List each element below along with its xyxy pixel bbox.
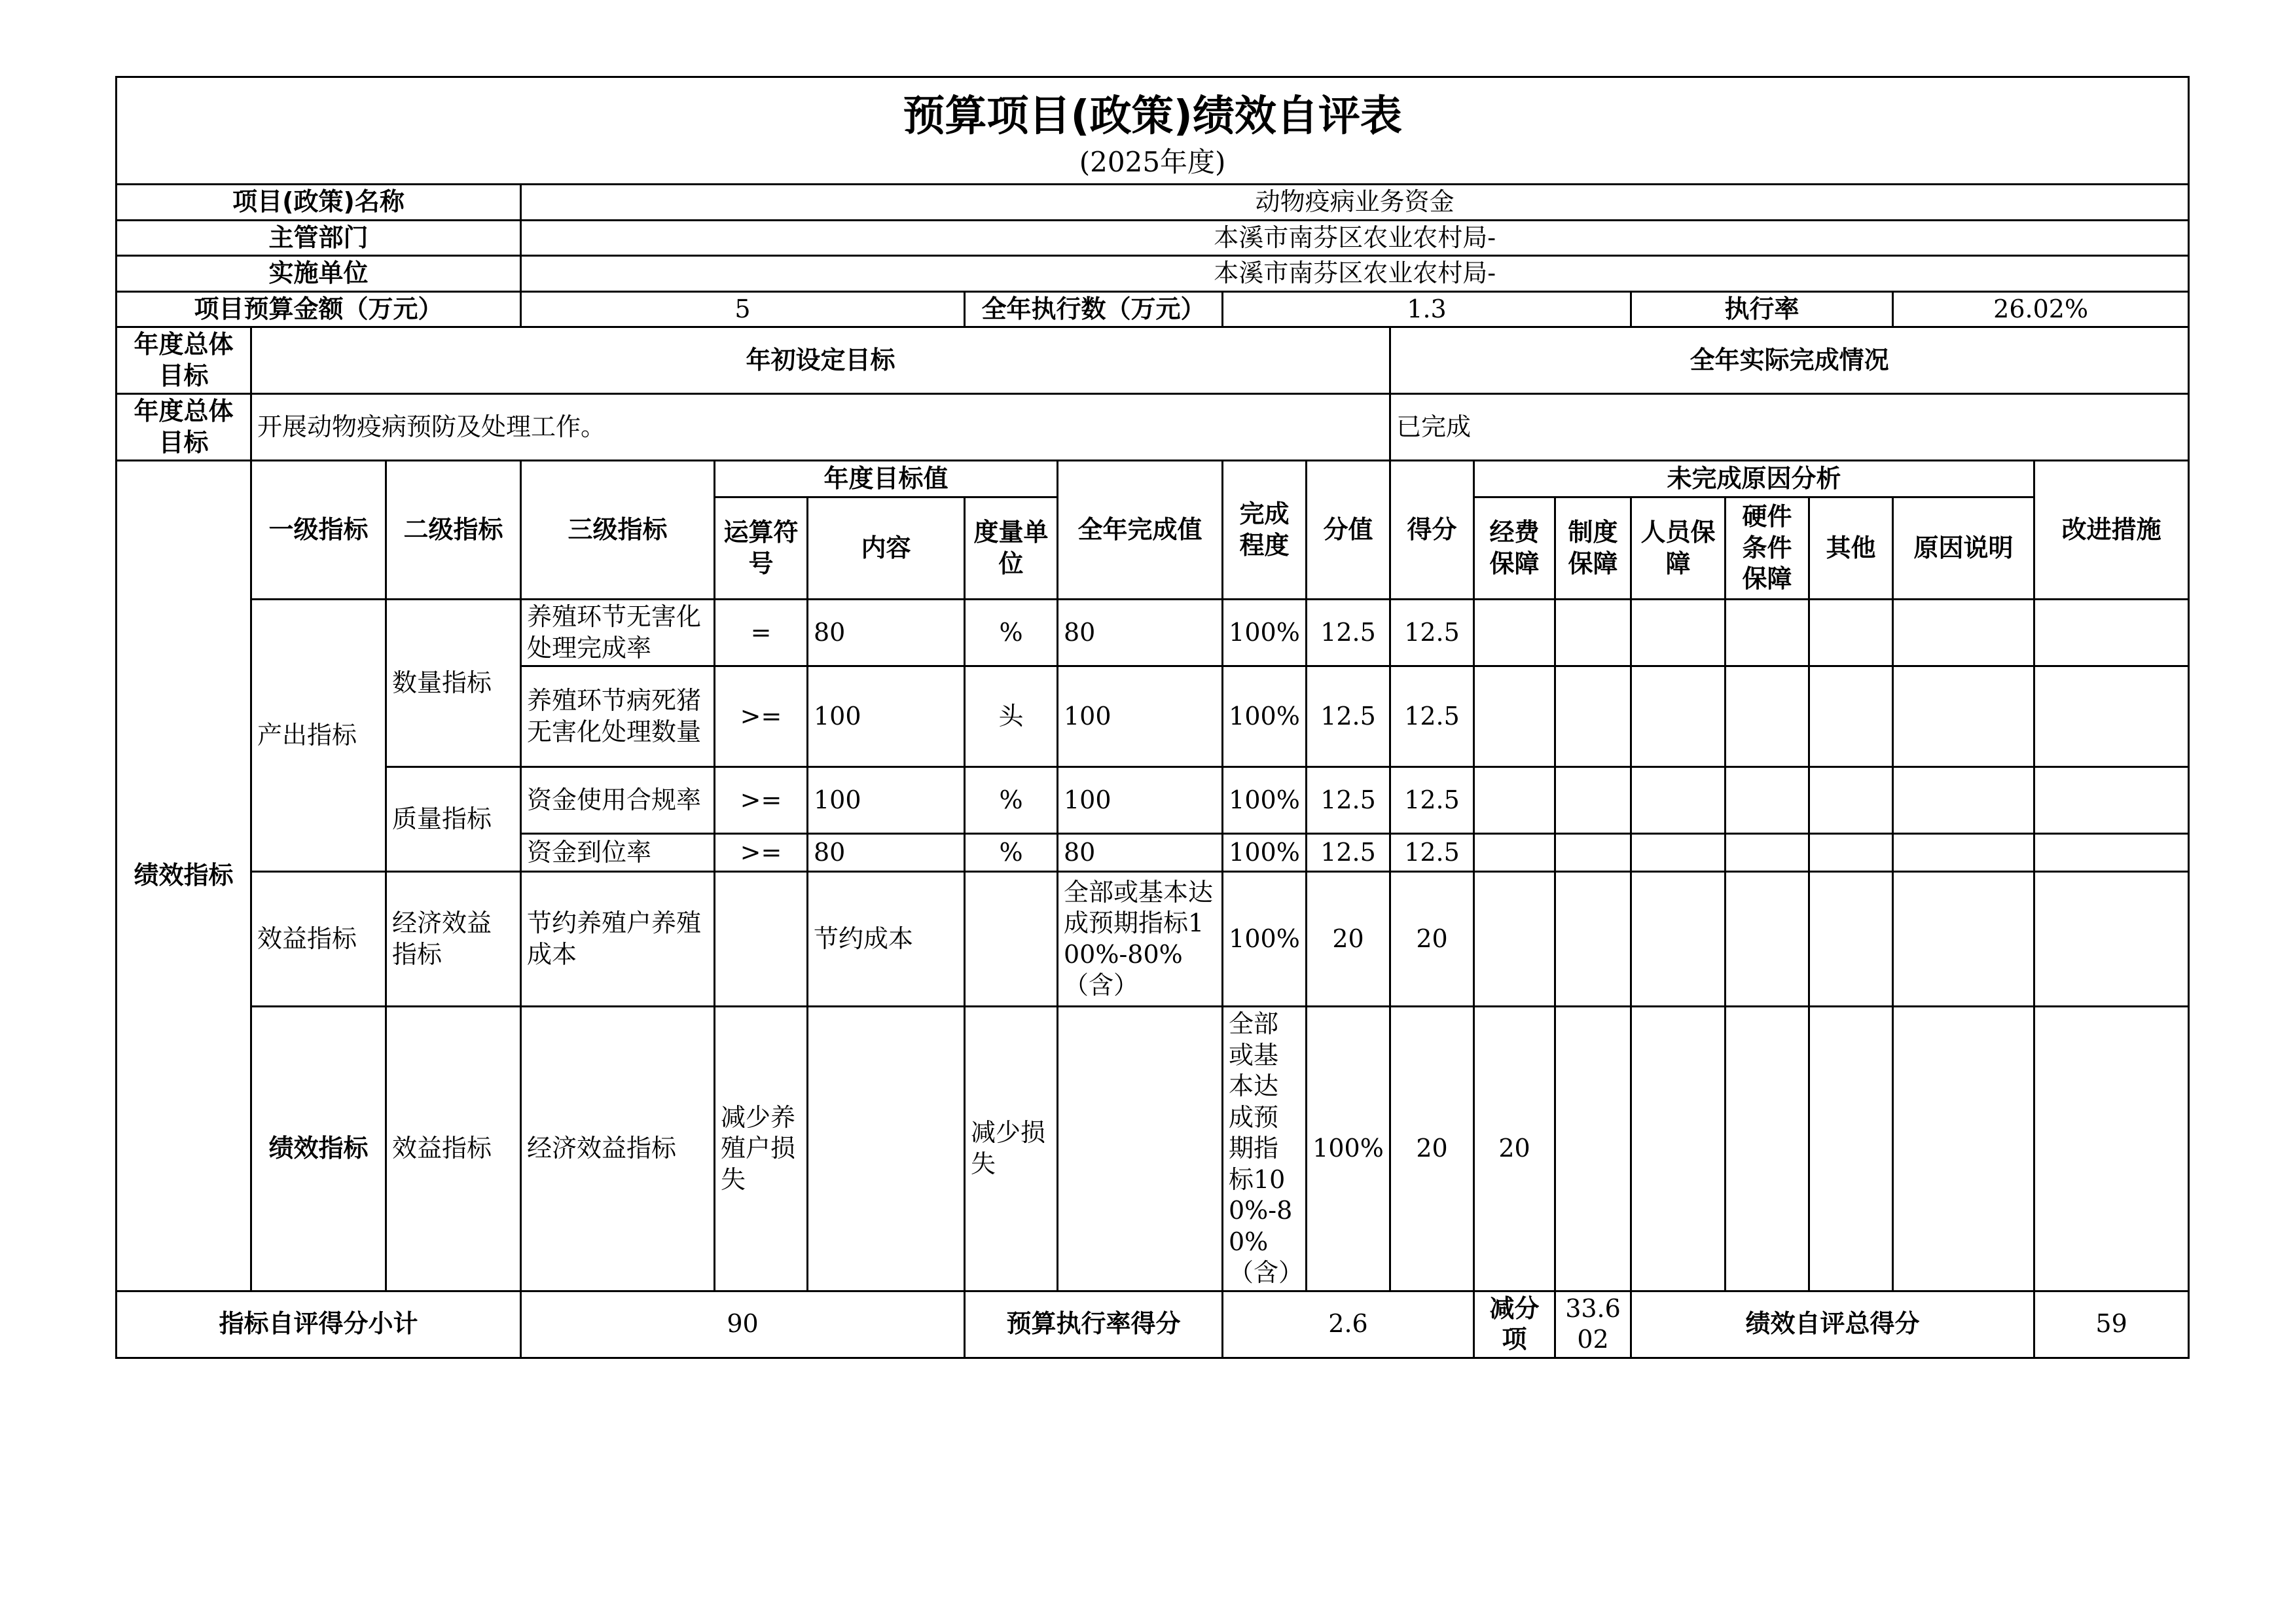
page-title: 预算项目(政策)绩效自评表 xyxy=(903,92,1402,141)
indicator-name: 养殖环节病死猪无害化处理数量 xyxy=(521,666,715,767)
goal-actual-header: 全年实际完成情况 xyxy=(1390,327,2189,394)
reason-hardware-cell xyxy=(1809,1007,1893,1291)
group-quality: 质量指标 xyxy=(386,767,521,872)
rate-label: 执行率 xyxy=(1631,291,1893,327)
reason-desc-cell xyxy=(1893,600,2034,666)
rate-value: 26.02% xyxy=(1893,291,2189,327)
header-level2: 二级指标 xyxy=(386,461,521,600)
indicator-name: 节约养殖户养殖成本 xyxy=(521,872,715,1007)
indicator-content: 100 xyxy=(808,767,965,834)
reason-system-cell xyxy=(1555,666,1631,767)
header-target-group: 年度目标值 xyxy=(715,461,1058,497)
reason-hardware-cell xyxy=(1726,767,1809,834)
indicator-degree: 100% xyxy=(1223,872,1307,1007)
budget-label: 项目预算金额（万元） xyxy=(117,291,521,327)
evaluation-sheet xyxy=(115,76,2188,1359)
indicator-op: >= xyxy=(715,834,808,872)
project-name-value: 动物疫病业务资金 xyxy=(521,185,2189,221)
header-score: 得分 xyxy=(1390,461,1474,600)
unit-value: 本溪市南芬区农业农村局- xyxy=(521,256,2189,292)
indicator-score: 12.5 xyxy=(1390,600,1474,666)
indicator-score: 20 xyxy=(1390,872,1474,1007)
goal-actual-text: 已完成 xyxy=(1390,394,2189,461)
reason-desc-cell xyxy=(1893,666,2034,767)
indicator-degree: 100% xyxy=(1223,600,1307,666)
exec-score-value: 2.6 xyxy=(1223,1291,1474,1358)
header-reason-other: 其他 xyxy=(1809,497,1893,600)
reason-staff-cell xyxy=(1726,1007,1809,1291)
indicator-name: 减少养殖户损失 xyxy=(715,1007,808,1291)
indicator-score: 12.5 xyxy=(1390,666,1474,767)
executed-value: 1.3 xyxy=(1223,291,1631,327)
header-content: 内容 xyxy=(808,497,965,600)
title-block xyxy=(117,77,2189,185)
reason-system-cell xyxy=(1555,600,1631,666)
indicator-actual: 全部或基本达成预期指标100%-80%（含） xyxy=(1223,1007,1307,1291)
header-op: 运算符号 xyxy=(715,497,808,600)
reason-hardware-cell xyxy=(1726,600,1809,666)
goal-initial-text: 开展动物疫病预防及处理工作。 xyxy=(251,394,1390,461)
group-quantity: 数量指标 xyxy=(386,600,521,767)
page-subtitle: (2025年度) xyxy=(1079,146,1226,179)
subtotal-label: 指标自评得分小计 xyxy=(117,1291,521,1358)
indicator-name: 养殖环节无害化处理完成率 xyxy=(521,600,715,666)
indicator-points: 20 xyxy=(1390,1007,1474,1291)
improve-cell xyxy=(2034,666,2189,767)
total-value: 59 xyxy=(2034,1291,2189,1358)
evaluation-table xyxy=(115,76,2190,1359)
header-reason-staff: 人员保障 xyxy=(1631,497,1726,600)
reason-staff-cell xyxy=(1631,872,1726,1007)
indicator-content: 节约成本 xyxy=(808,872,965,1007)
indicator-score: 20 xyxy=(1474,1007,1555,1291)
indicator-degree: 100% xyxy=(1223,767,1307,834)
goal-label-2: 年度总体目标 xyxy=(117,394,251,461)
header-points: 分值 xyxy=(1307,461,1390,600)
header-reason-system: 制度保障 xyxy=(1555,497,1631,600)
indicator-points: 12.5 xyxy=(1307,666,1390,767)
header-unit: 度量单位 xyxy=(965,497,1058,600)
indicator-degree: 100% xyxy=(1307,1007,1390,1291)
reason-system-cell xyxy=(1631,1007,1726,1291)
dept-label: 主管部门 xyxy=(117,220,521,256)
reason-staff-cell xyxy=(1631,666,1726,767)
indicator-unit: % xyxy=(965,767,1058,834)
indicator-points: 12.5 xyxy=(1307,834,1390,872)
table-row xyxy=(117,1007,2189,1291)
indicator-degree: 100% xyxy=(1223,834,1307,872)
indicator-name: 资金使用合规率 xyxy=(521,767,715,834)
table-row xyxy=(117,767,2189,834)
group-benefit: 效益指标 xyxy=(386,1007,521,1291)
table-row xyxy=(117,872,2189,1007)
unit-label: 实施单位 xyxy=(117,256,521,292)
indicator-actual: 80 xyxy=(1058,600,1223,666)
indicator-content: 减少损失 xyxy=(965,1007,1058,1291)
group-output: 产出指标 xyxy=(251,600,386,872)
reason-other-cell xyxy=(1809,834,1893,872)
reason-other-cell xyxy=(1809,666,1893,767)
reason-hardware-cell xyxy=(1726,834,1809,872)
indicator-points: 12.5 xyxy=(1307,767,1390,834)
exec-score-label: 预算执行率得分 xyxy=(965,1291,1223,1358)
reason-desc-cell xyxy=(1893,872,2034,1007)
executed-label: 全年执行数（万元） xyxy=(965,291,1223,327)
perf-label-2: 绩效指标 xyxy=(251,1007,386,1291)
header-reason-hardware: 硬件条件保障 xyxy=(1726,497,1809,600)
reason-staff-cell xyxy=(1631,834,1726,872)
indicator-unit xyxy=(965,872,1058,1007)
reason-system-cell xyxy=(1555,872,1631,1007)
dept-value: 本溪市南芬区农业农村局- xyxy=(521,220,2189,256)
indicator-score: 12.5 xyxy=(1390,834,1474,872)
indicator-content: 80 xyxy=(808,834,965,872)
reason-fund-cell xyxy=(1555,1007,1631,1291)
reason-fund-cell xyxy=(1474,600,1555,666)
header-level1: 一级指标 xyxy=(251,461,386,600)
improve-cell xyxy=(2034,600,2189,666)
group-econ: 经济效益指标 xyxy=(521,1007,715,1291)
reason-fund-cell xyxy=(1474,834,1555,872)
improve-cell xyxy=(2034,872,2189,1007)
indicator-op: >= xyxy=(715,767,808,834)
header-reason-desc: 原因说明 xyxy=(1893,497,2034,600)
indicator-unit: 头 xyxy=(965,666,1058,767)
indicator-content: 100 xyxy=(808,666,965,767)
total-label: 绩效自评总得分 xyxy=(1631,1291,2034,1358)
indicator-op: = xyxy=(715,600,808,666)
group-econ: 经济效益指标 xyxy=(386,872,521,1007)
improve-cell xyxy=(2034,834,2189,872)
indicator-actual: 100 xyxy=(1058,767,1223,834)
header-level3: 三级指标 xyxy=(521,461,715,600)
reason-staff-cell xyxy=(1631,767,1726,834)
reason-other-cell xyxy=(1809,600,1893,666)
reason-system-cell xyxy=(1555,767,1631,834)
perf-label: 绩效指标 xyxy=(117,461,251,1291)
reason-desc-cell xyxy=(1893,834,2034,872)
reason-fund-cell xyxy=(1474,666,1555,767)
budget-value: 5 xyxy=(521,291,965,327)
indicator-unit: % xyxy=(965,834,1058,872)
indicator-unit xyxy=(1058,1007,1223,1291)
indicator-content: 80 xyxy=(808,600,965,666)
header-reason-fund: 经费保障 xyxy=(1474,497,1555,600)
goal-label: 年度总体目标 xyxy=(117,327,251,394)
improve-cell xyxy=(2034,767,2189,834)
reason-other-cell xyxy=(1809,767,1893,834)
goal-initial-header: 年初设定目标 xyxy=(251,327,1390,394)
reason-desc-cell xyxy=(2034,1007,2189,1291)
reason-staff-cell xyxy=(1631,600,1726,666)
reason-desc-cell xyxy=(1893,767,2034,834)
header-reason-group: 未完成原因分析 xyxy=(1474,461,2034,497)
indicator-actual: 80 xyxy=(1058,834,1223,872)
indicator-degree: 100% xyxy=(1223,666,1307,767)
header-improve: 改进措施 xyxy=(2034,461,2189,600)
reason-hardware-cell xyxy=(1726,872,1809,1007)
reason-fund-cell xyxy=(1474,767,1555,834)
indicator-points: 12.5 xyxy=(1307,600,1390,666)
deduct-value: 33.602 xyxy=(1555,1291,1631,1358)
header-actual-value: 全年完成值 xyxy=(1058,461,1223,600)
subtotal-value: 90 xyxy=(521,1291,965,1358)
deduct-label: 减分项 xyxy=(1474,1291,1555,1358)
header-degree: 完成程度 xyxy=(1223,461,1307,600)
indicator-actual: 全部或基本达成预期指标100%-80%（含） xyxy=(1058,872,1223,1007)
indicator-points: 20 xyxy=(1307,872,1390,1007)
project-name-label: 项目(政策)名称 xyxy=(117,185,521,221)
indicator-score: 12.5 xyxy=(1390,767,1474,834)
indicator-actual: 100 xyxy=(1058,666,1223,767)
reason-other-cell xyxy=(1809,872,1893,1007)
indicator-unit: % xyxy=(965,600,1058,666)
reason-fund-cell xyxy=(1474,872,1555,1007)
indicator-op: >= xyxy=(715,666,808,767)
reason-other-cell xyxy=(1893,1007,2034,1291)
indicator-op xyxy=(808,1007,965,1291)
reason-hardware-cell xyxy=(1726,666,1809,767)
reason-system-cell xyxy=(1555,834,1631,872)
indicator-name: 资金到位率 xyxy=(521,834,715,872)
group-benefit: 效益指标 xyxy=(251,872,386,1007)
indicator-op xyxy=(715,872,808,1007)
table-row xyxy=(117,600,2189,666)
